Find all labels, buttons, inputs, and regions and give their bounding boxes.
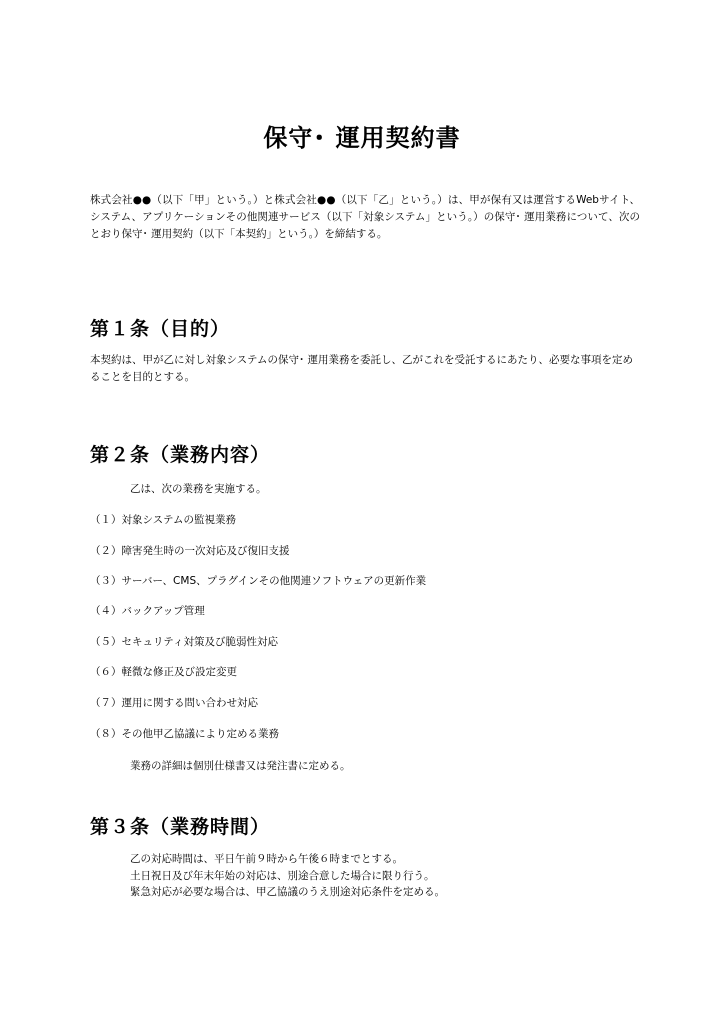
article-2-lead: 乙は、次の業務を実施する。 — [130, 483, 267, 495]
article-1-body: 本契約は、甲が乙に対し対象システムの保守･ 運用業務を委託し、乙がこれを受託するにあたり、必要な事項を定めることを目的とする。 — [90, 354, 634, 383]
list-item: （１）対象システムの監視業務 — [90, 514, 236, 526]
list-item: （６）軽微な修正及び設定変更 — [90, 666, 237, 678]
article-3-body — [130, 851, 445, 901]
list-item: （７）運用に関する問い合わせ対応 — [90, 697, 258, 709]
list-item: （３）サーバー、CMS、プラグインその他関連ソフトウェアの更新作業 — [90, 575, 427, 587]
article-2-note: 業務の詳細は個別仕様書又は発注書に定める。 — [130, 760, 351, 772]
article-3-heading: 第３条（業務時間） — [90, 816, 271, 838]
list-item: （８）その他甲乙協議により定める業務 — [90, 728, 279, 740]
list-item: （５）セキュリティ対策及び脆弱性対応 — [90, 636, 278, 648]
intro-paragraph: 株式会社●●（以下「甲」という。）と株式会社●●（以下「乙」という。）は、甲が保有又は運営するWebサイト、システム、アプリケーションその他関連サービス（以下「対象システム」という。）の保守･ 運用業務について、次のとおり保守･ 運用契約（以下「本契約」という。）を締結する。 — [90, 194, 640, 240]
article-3-line: 乙の対応時間は、平日午前９時から午後６時までとする。 — [130, 853, 403, 865]
article-3-line: 緊急対応が必要な場合は、甲乙協議のうえ別途対応条件を定める。 — [130, 886, 445, 898]
article-3-line: 土日祝日及び年末年始の対応は、別途合意した場合に限り行う。 — [130, 869, 435, 882]
article-2-heading: 第２条（業務内容） — [90, 444, 271, 466]
article-1-heading: 第１条（目的） — [90, 318, 231, 340]
document-title: 保守･ 運用契約書 — [263, 124, 461, 152]
list-item: （２）障害発生時の一次対応及び復旧支援 — [90, 545, 290, 557]
list-item: （４）バックアップ管理 — [90, 605, 205, 617]
